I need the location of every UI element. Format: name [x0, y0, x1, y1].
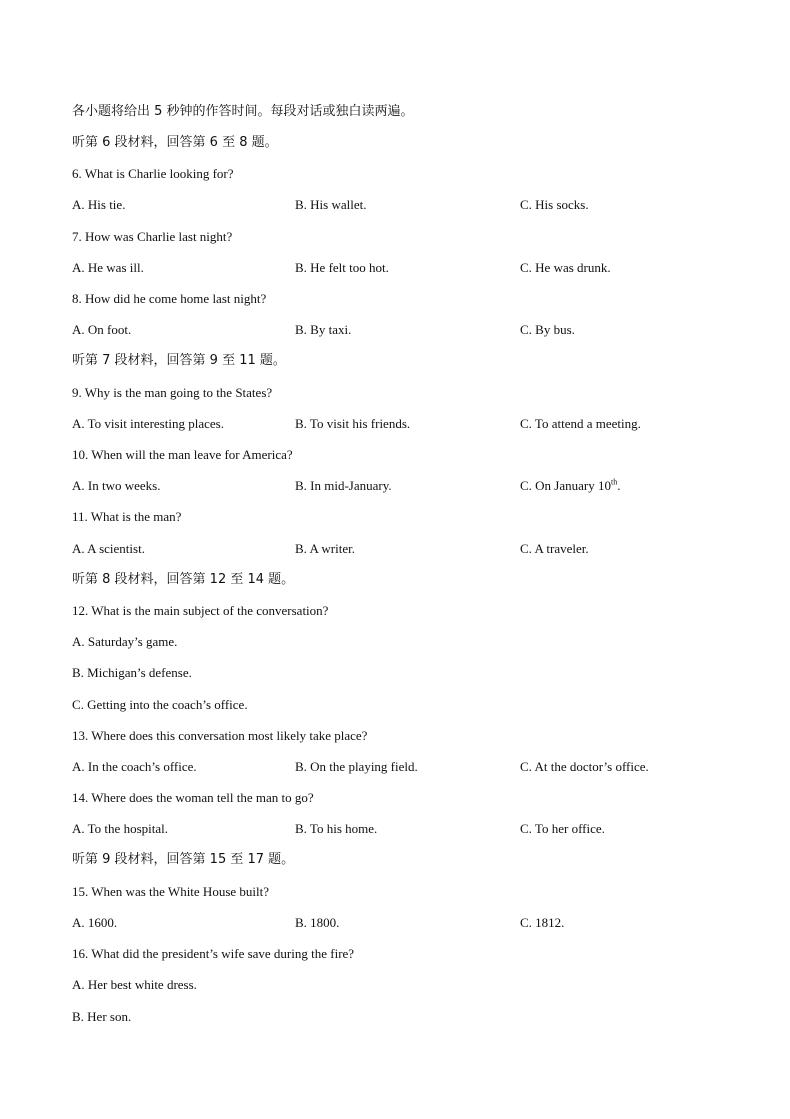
option-c: [520, 478, 620, 494]
option-c: C. 1812.: [520, 915, 565, 930]
option-a: A. To the hospital.: [72, 821, 168, 836]
question-stem: 13. Where does this conversation most likely take place?: [72, 728, 368, 743]
question-stem: 8. How did he come home last night?: [72, 291, 267, 306]
question-stem: 7. How was Charlie last night?: [72, 229, 233, 244]
question-stem: 15. When was the White House built?: [72, 884, 270, 899]
option-b: B. Michigan’s defense.: [72, 665, 192, 680]
option-b: B. 1800.: [295, 915, 340, 930]
option-c-text: C. On January 10: [520, 478, 611, 493]
option-c: C. By bus.: [520, 322, 575, 337]
option-c: C. His socks.: [520, 197, 589, 212]
option-a: A. Her best white dress.: [72, 977, 197, 992]
option-a: A. In the coach’s office.: [72, 759, 197, 774]
section-header: 听第 6 段材料，回答第 6 至 8 题。: [72, 135, 278, 150]
option-c-end: .: [617, 478, 621, 493]
question-stem: 16. What did the president’s wife save during the fire?: [72, 946, 355, 961]
question-stem: 14. Where does the woman tell the man to go?: [72, 790, 314, 805]
option-b: B. In mid-January.: [295, 478, 392, 493]
option-a: A. A scientist.: [72, 541, 145, 556]
option-a: A. 1600.: [72, 915, 118, 930]
option-b: B. On the playing field.: [295, 759, 418, 774]
ordinal-suffix: th: [611, 477, 618, 487]
option-c: C. At the doctor’s office.: [520, 759, 649, 774]
section-header: 听第 8 段材料，回答第 12 至 14 题。: [72, 572, 295, 587]
question-stem: 12. What is the main subject of the conversation?: [72, 603, 329, 618]
option-c: C. To her office.: [520, 821, 605, 836]
option-b: B. A writer.: [295, 541, 355, 556]
question-stem: 9. Why is the man going to the States?: [72, 385, 273, 400]
option-c: C. He was drunk.: [520, 260, 611, 275]
option-a: A. To visit interesting places.: [72, 416, 224, 431]
option-a: A. On foot.: [72, 322, 132, 337]
option-b: B. He felt too hot.: [295, 260, 389, 275]
option-b: B. Her son.: [72, 1009, 132, 1024]
section-header: 听第 7 段材料，回答第 9 至 11 题。: [72, 353, 286, 368]
option-a: A. He was ill.: [72, 260, 144, 275]
option-a: A. His tie.: [72, 197, 126, 212]
option-c: C. To attend a meeting.: [520, 416, 641, 431]
question-stem: 6. What is Charlie looking for?: [72, 166, 234, 181]
question-stem: 10. When will the man leave for America?: [72, 447, 293, 462]
option-b: B. By taxi.: [295, 322, 352, 337]
option-a: A. Saturday’s game.: [72, 634, 178, 649]
question-stem: 11. What is the man?: [72, 509, 182, 524]
option-b: B. To his home.: [295, 821, 378, 836]
option-b: B. His wallet.: [295, 197, 367, 212]
section-header: 听第 9 段材料，回答第 15 至 17 题。: [72, 852, 295, 867]
option-c: C. A traveler.: [520, 541, 589, 556]
option-c: C. Getting into the coach’s office.: [72, 697, 248, 712]
option-a: A. In two weeks.: [72, 478, 161, 493]
instructions-text: 各小题将给出 5 秒钟的作答时间。每段对话或独白读两遍。: [72, 104, 414, 119]
option-b: B. To visit his friends.: [295, 416, 411, 431]
